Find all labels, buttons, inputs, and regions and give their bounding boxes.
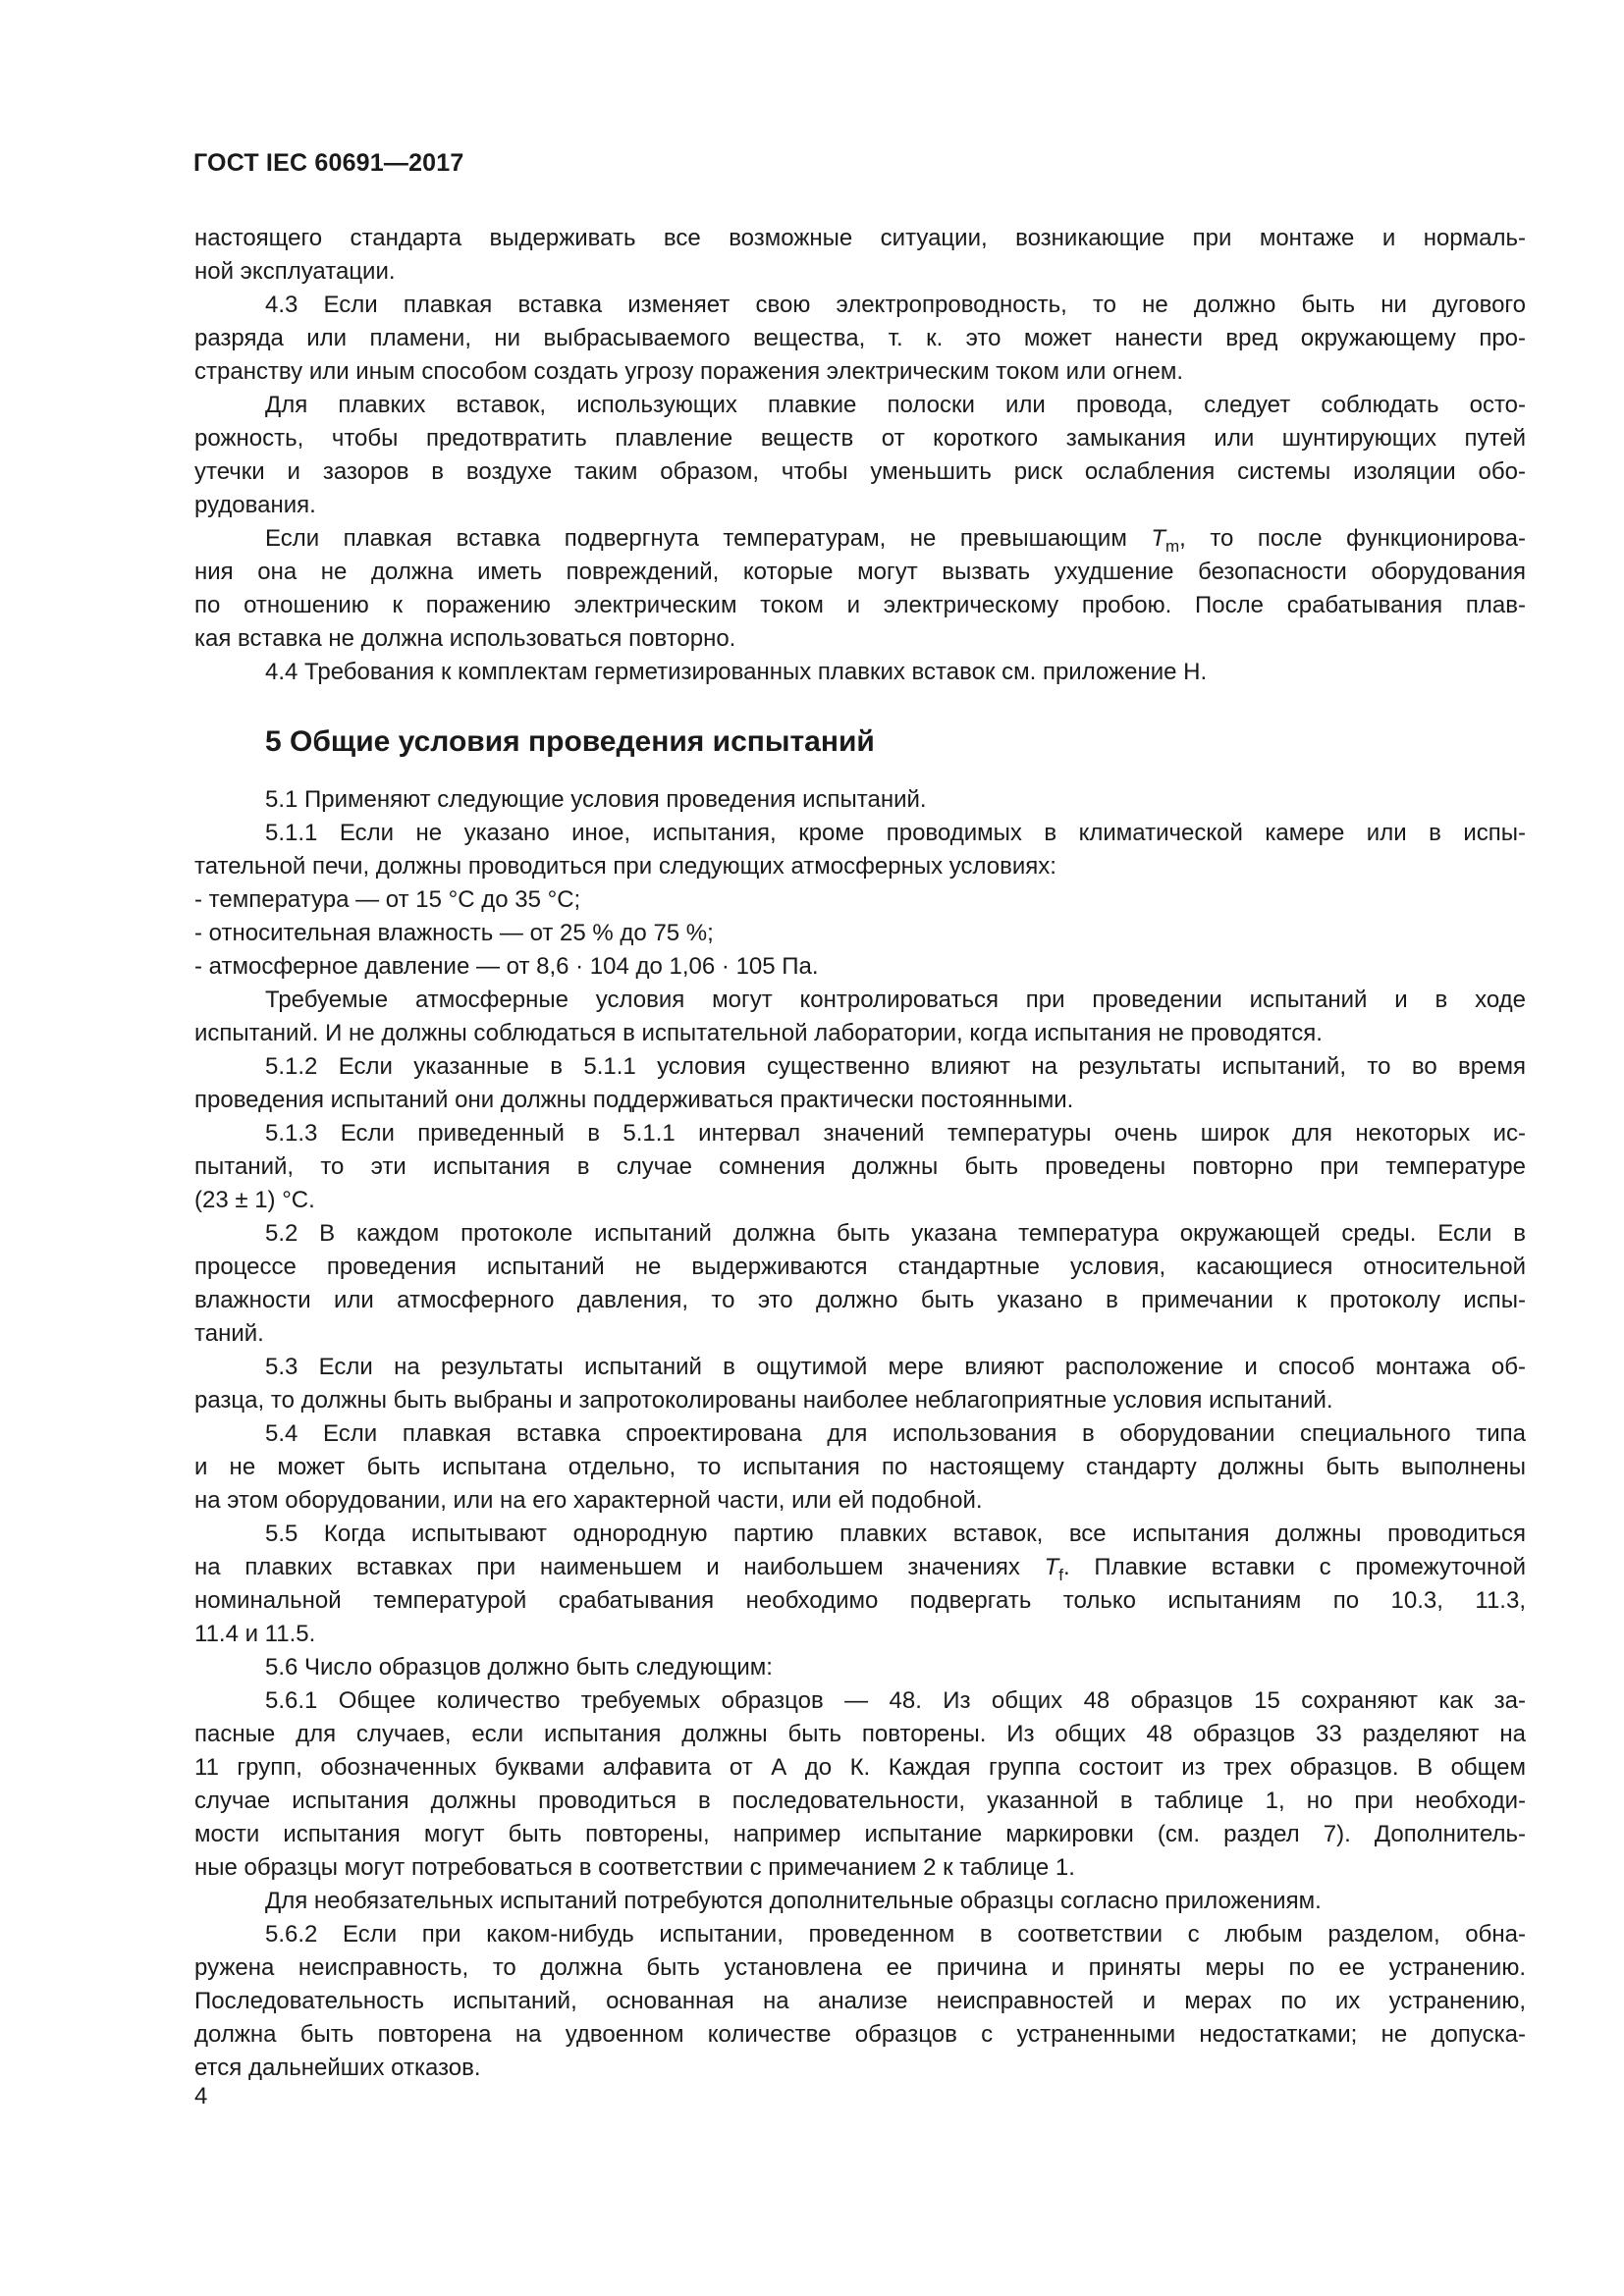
text-line: рудования.: [194, 492, 316, 518]
variable-subscript: m: [1165, 536, 1180, 556]
document-body: [194, 222, 1526, 2085]
paragraph: [194, 817, 1526, 883]
paragraph: [194, 984, 1526, 1050]
text-line: процессе проведения испытаний не выдерживаются стандартные условия, касающиеся относительной: [194, 1254, 1526, 1280]
paragraph: [194, 656, 1526, 689]
paragraph: [194, 1885, 1526, 1918]
paragraph: [194, 1050, 1526, 1117]
text-line: рожность, чтобы предотвратить плавление веществ от короткого замыкания или шунтирующих путей: [194, 425, 1526, 452]
text-line: таний.: [194, 1320, 264, 1347]
text-line: Последовательность испытаний, основанная на анализе неисправностей и мерах по их устранению,: [194, 1988, 1526, 2014]
text-line: утечки и зазоров в воздухе таким образом, чтобы уменьшить риск ослабления системы изоляции обо-: [194, 458, 1526, 485]
text-line: 5.1.1 Если не указано иное, испытания, кроме проводимых в климатической камере или в испы-: [265, 820, 1526, 846]
paragraph: [194, 950, 1526, 984]
text-line: по отношению к поражению электрическим током и электрическому пробою. После срабатывания плав-: [194, 592, 1526, 618]
page-number: 4: [194, 2083, 208, 2109]
paragraph: [194, 1417, 1526, 1518]
text-line: ружена неисправность, то должна быть установлена ее причина и приняты меры по ее устранению.: [194, 1954, 1526, 1981]
text-line: настоящего стандарта выдерживать все возможные ситуации, возникающие при монтаже и нормаль-: [194, 225, 1526, 251]
text-segment: Если плавкая вставка подвергнута температурам, не превышающим: [265, 525, 1152, 552]
paragraph: [194, 783, 1526, 817]
text-line: кая вставка не должна использоваться повторно.: [194, 625, 736, 652]
document-header: ГОСТ IEC 60691—2017: [193, 149, 464, 177]
text-line: ния она не должна иметь повреждений, которые могут вызвать ухудшение безопасности оборудования: [194, 559, 1526, 585]
text-line: проведения испытаний они должны поддерживаться практически постоянными.: [194, 1087, 1074, 1113]
paragraph: [194, 1918, 1526, 2085]
paragraph: [194, 222, 1526, 289]
text-line: и не может быть испытана отдельно, то испытания по настоящему стандарту должны быть выполнены: [194, 1454, 1526, 1480]
paragraph: [194, 1518, 1526, 1651]
text-line: тательной печи, должны проводиться при следующих атмосферных условиях:: [194, 853, 1056, 880]
paragraph: [194, 917, 1526, 950]
text-segment: . Плавкие вставки с промежуточной: [1063, 1554, 1526, 1580]
text-line: ется дальнейших отказов.: [194, 2055, 481, 2081]
text-line: разца, то должны быть выбраны и запротоколированы наиболее неблагоприятные условия испытаний.: [194, 1387, 1333, 1414]
text-line: пытаний, то эти испытания в случае сомнения должны быть проведены повторно при температуре: [194, 1153, 1526, 1180]
variable-symbol: T: [1151, 525, 1165, 552]
paragraph: [194, 1351, 1526, 1417]
text-line: [194, 522, 1526, 556]
variable-symbol: T: [1044, 1554, 1059, 1580]
text-line: влажности или атмосферного давления, то это должно быть указано в примечании к протоколу испы-: [194, 1287, 1526, 1313]
text-line: 5.1.2 Если указанные в 5.1.1 условия существенно влияют на результаты испытаний, то во время: [265, 1053, 1526, 1080]
text-line: пасные для случаев, если испытания должны быть повторены. Из общих 48 образцов 33 разделяют на: [194, 1721, 1526, 1747]
text-line: 5.3 Если на результаты испытаний в ощутимой мере влияют расположение и способ монтажа об-: [265, 1354, 1526, 1380]
text-line: на этом оборудовании, или на его характерной части, или ей подобной.: [194, 1487, 983, 1514]
paragraph: [194, 1651, 1526, 1684]
text-line: 4.4 Требования к комплектам герметизированных плавких вставок см. приложение Н.: [265, 659, 1208, 685]
text-line: номинальной температурой срабатывания необходимо подвергать только испытаниям по 10.3, 11.3,: [194, 1587, 1526, 1614]
text-line: - температура — от 15 °С до 35 °С;: [194, 886, 581, 913]
text-line: должна быть повторена на удвоенном количестве образцов с устраненными недостатками; не допуска-: [194, 2021, 1526, 2048]
text-line: (23 ± 1) °С.: [194, 1187, 315, 1213]
text-line: случае испытания должны проводиться в последовательности, указанной в таблице 1, но при необходи-: [194, 1788, 1526, 1814]
text-line: Для необязательных испытаний потребуются дополнительные образцы согласно приложениям.: [265, 1888, 1322, 1914]
text-segment: на плавких вставках при наименьшем и наибольшем значениях: [194, 1554, 1045, 1580]
text-line: [194, 1551, 1526, 1584]
text-line: 5.6 Число образцов должно быть следующим:: [265, 1654, 773, 1681]
paragraph: [194, 883, 1526, 917]
paragraph: [194, 1684, 1526, 1885]
section-heading: 5 Общие условия проведения испытаний: [265, 725, 875, 758]
text-line: 5.6.2 Если при каком-нибудь испытании, проведенном в соответствии с любым разделом, обна-: [265, 1921, 1526, 1948]
text-line: 5.1 Применяют следующие условия проведения испытаний.: [265, 786, 927, 813]
text-line: 5.6.1 Общее количество требуемых образцов — 48. Из общих 48 образцов 15 сохраняют как за-: [265, 1687, 1526, 1714]
text-line: испытаний. И не должны соблюдаться в испытательной лаборатории, когда испытания не проводятся.: [194, 1020, 1323, 1046]
text-line: - атмосферное давление — от 8,6 · 104 до 1,06 · 105 Па.: [194, 953, 819, 980]
paragraph: [194, 389, 1526, 522]
text-line: - относительная влажность — от 25 % до 75 %;: [194, 920, 714, 946]
text-line: ной эксплуатации.: [194, 258, 396, 285]
paragraph: [194, 289, 1526, 389]
text-line: 5.4 Если плавкая вставка спроектирована для использования в оборудовании специального типа: [265, 1420, 1526, 1447]
text-line: ные образцы могут потребоваться в соответствии с примечанием 2 к таблице 1.: [194, 1854, 1075, 1881]
text-line: Требуемые атмосферные условия могут контролироваться при проведении испытаний и в ходе: [265, 987, 1526, 1013]
text-line: 11 групп, обозначенных буквами алфавита от А до К. Каждая группа состоит из трех образцов. В общем: [194, 1754, 1526, 1781]
paragraph: [194, 1117, 1526, 1217]
paragraph: [194, 522, 1526, 656]
variable-subscript: f: [1058, 1565, 1064, 1584]
text-line: мости испытания могут быть повторены, например испытание маркировки (см. раздел 7). Дополнитель-: [194, 1821, 1526, 1847]
paragraph: [194, 1217, 1526, 1351]
text-line: Для плавких вставок, использующих плавкие полоски или провода, следует соблюдать осто-: [265, 392, 1526, 418]
text-line: 4.3 Если плавкая вставка изменяет свою электропроводность, то не должно быть ни дугового: [265, 292, 1526, 318]
text-segment: , то после функционирова-: [1179, 525, 1526, 552]
text-line: 5.1.3 Если приведенный в 5.1.1 интервал значений температуры очень широк для некоторых ис-: [265, 1120, 1526, 1147]
text-line: 11.4 и 11.5.: [194, 1621, 316, 1647]
text-line: разряда или пламени, ни выбрасываемого вещества, т. к. это может нанести вред окружающему про-: [194, 325, 1526, 351]
text-line: странству или иным способом создать угрозу поражения электрическим током или огнем.: [194, 358, 1183, 385]
text-line: 5.2 В каждом протоколе испытаний должна быть указана температура окружающей среды. Если в: [265, 1220, 1526, 1247]
text-line: 5.5 Когда испытывают однородную партию плавких вставок, все испытания должны проводиться: [265, 1521, 1526, 1547]
